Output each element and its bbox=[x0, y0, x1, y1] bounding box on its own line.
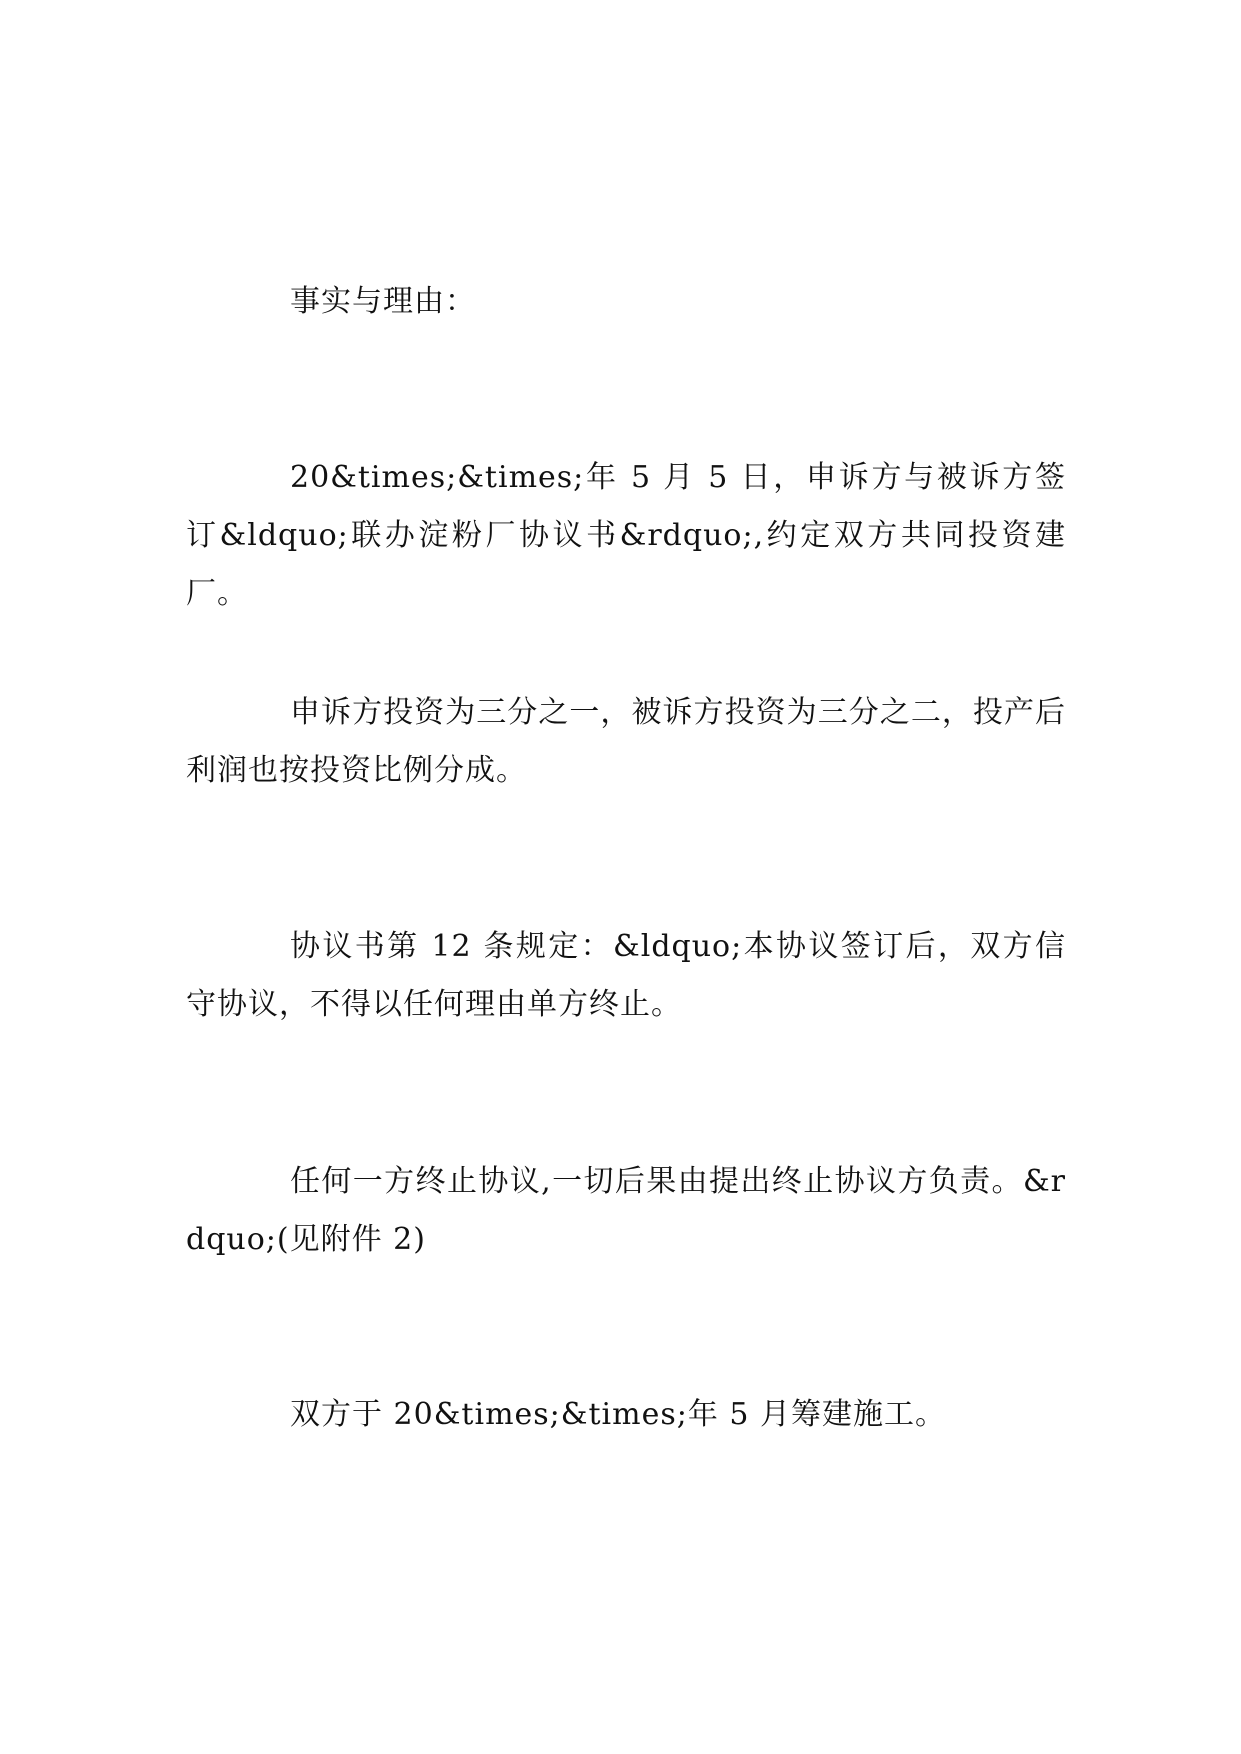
paragraph-heading: 事实与理由： bbox=[290, 284, 476, 319]
paragraph: 协议书第 12 条规定：&ldquo;本协议签订后，双方信守协议，不得以任何理由单方终止。 bbox=[186, 929, 1066, 1022]
paragraph: 申诉方投资为三分之一，被诉方投资为三分之二，投产后利润也按投资比例分成。 bbox=[186, 695, 1066, 788]
paragraph: 任何一方终止协议,一切后果由提出终止协议方负责。&rdquo;(见附件 2) bbox=[186, 1164, 1066, 1257]
paragraph: 双方于 20&times;&times;年 5 月筹建施工。 bbox=[290, 1397, 946, 1432]
paragraph: 20&times;&times;年 5 月 5 日，申诉方与被诉方签订&ldquo;联办淀粉厂协议书&rdquo;,约定双方共同投资建厂。 bbox=[186, 460, 1066, 611]
